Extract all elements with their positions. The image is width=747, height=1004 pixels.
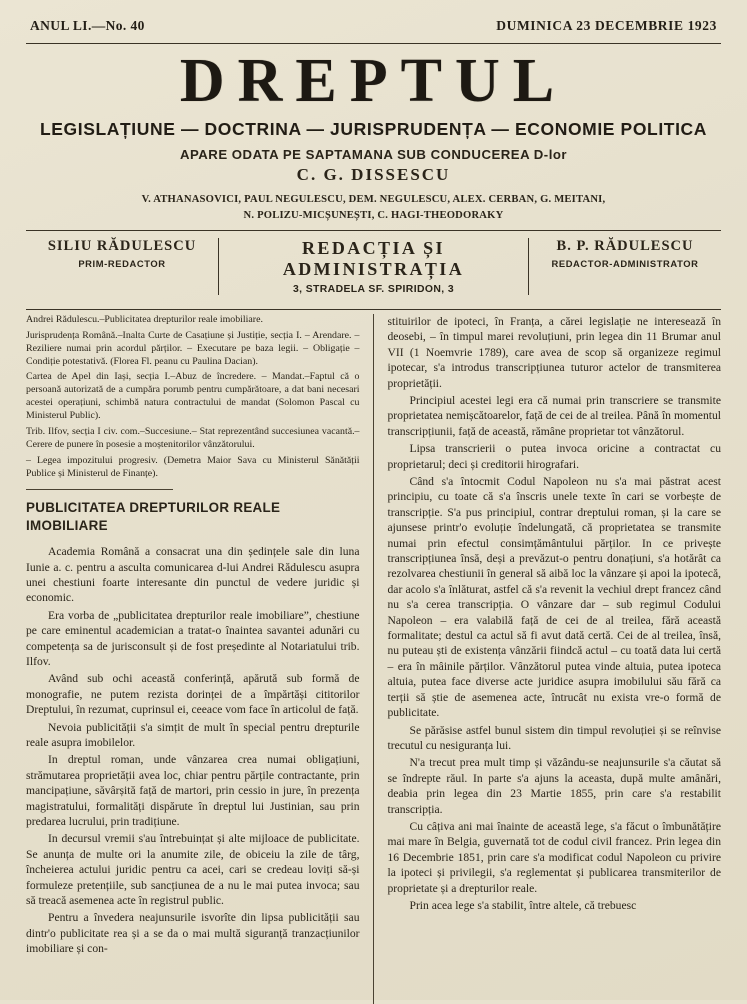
toc-item: Trib. Ilfov, secția I civ. com.–Succesiune.– Stat reprezentând succesiunea vacantă.– Cerere de punere în posesie a moștenitorilor vânzătorului.: [26, 425, 360, 450]
toc-item: Cartea de Apel din Iași, secția I.–Abuz de încredere. – Mandat.–Faptul că o persoană autorizată de a cumpăra porumb pentru cumpărătoare, a dat bani necesari acestei operațiuni, schimbă natura contractului de mandat (Solomon Pascal cu Ministerul Public).: [26, 371, 360, 422]
redaction-block: [218, 238, 529, 295]
prim-redactor-name: SILIU RĂDULESCU: [47, 237, 197, 254]
toc-item: – Legea impozitului progresiv. (Demetra Maior Sava cu Ministerul Sănătății Publice și Ministerul de Finanțe).: [26, 454, 360, 479]
editorial-bar-divider: [26, 309, 721, 310]
redaction-title: REDACȚIA ȘI ADMINISTRAȚIA: [282, 237, 465, 279]
article-paragraph: Cu câțiva ani mai înainte de această lege, s'a făcut o îmbunătățire mai mare în Belgia, guvernată tot de codul civil francez. Prin legea din 16 Decembrie 1851, prin care s'a modificat codul Napoleon cu privire la ipoteci și privilegii, s'a reglementat și publicarea transmiterilor de proprietate și a drepturilor reale.: [387, 819, 721, 895]
article-paragraph-continued: stituirilor de ipoteci, în Franța, a cărei legislație ne interesează în deosebi, – în timpul marei revoluțiuni, prin legea din 11 Brumar anul VII (1 Noemvrie 1789), care avea de scop să organizeze regimul ipotecar, s'a introdus transcripțiunea tuturor actelor de transmiterea proprietății.: [387, 314, 721, 390]
body-columns: [26, 314, 721, 1004]
prim-redactor-block: [26, 238, 218, 295]
article-paragraph: Prin acea lege s'a stabilit, între altele, că trebuesc: [409, 898, 637, 912]
administrator-role: REDACTOR-ADMINISTRATOR: [551, 257, 699, 269]
toc-item: Jurisprudența Română.–Inalta Curte de Casațiune și Justiție, secția I. – Arendare. – Reziliere numai prin acordul părților. – Executare pe baza legii. – Obligație – Condiție potestativă. (Florea Fl. peanu cu Paulina Dacian).: [26, 329, 360, 367]
article-paragraph: Lipsa transcrierii o putea invoca oricine a contractat cu proprietarul; deci și creditorii hirografari.: [387, 442, 721, 471]
article-paragraph: Nevoia publicității s'a simțit de mult în special pentru drepturile reale asupra imobilelor.: [26, 720, 360, 749]
article-paragraph: N'a trecut prea mult timp și văzându-se neajunsurile s'a căutat să se îndrepte răul. In parte s'a ajuns la aceasta, după multe amânări, deabia prin legea din 23 Martie 1855, prin care s'a restabilit transcripția.: [387, 756, 721, 816]
administrator-name: B. P. RĂDULESCU: [556, 237, 694, 254]
table-of-contents: [26, 314, 360, 481]
prim-redactor-role: PRIM-REDACTOR: [78, 257, 166, 269]
left-column: [26, 314, 374, 1004]
top-divider: [26, 43, 721, 44]
issue-date: DUMINICA 23 DECEMBRIE 1923: [496, 18, 717, 33]
administrator-block: [529, 238, 721, 295]
article-paragraph: Având sub ochi această conferință, apărută sub formă de monografie, ne putem rezista dorinței de a împărtăși cititorilor Dreptului, în rezumat, cuprinsul ei, ceeace vom face în articolul de față.: [26, 672, 360, 717]
editors-line-1: V. ATHANASOVICI, PAUL NEGULESCU, DEM. NEGULESCU, ALEX. CERBAN, G. MEITANI,: [141, 194, 606, 206]
redaction-address: 3, STRADELA SF. SPIRIDON, 3: [292, 283, 455, 295]
newspaper-subtitle: LEGISLAȚIUNE — DOCTRINA — JURISPRUDENȚA — ECONOMIE POLITICA: [39, 119, 708, 140]
toc-divider: [26, 489, 173, 490]
issue-number: ANUL LI.—No. 40: [30, 18, 145, 33]
editorial-bar: [26, 231, 721, 302]
right-column: [374, 314, 722, 1004]
article-paragraph: Pentru a învedera neajunsurile isvorîte din lipsa publicității sau dintr'o publicitate rea și a se da o mai multă siguranță tranzacțiunilor imobiliare și con-: [26, 911, 360, 956]
director-name: C. G. DISSESCU: [296, 165, 451, 185]
toc-item: Andrei Rădulescu.–Publicitatea drepturilor reale imobiliare.: [26, 313, 263, 325]
masthead-topline: [26, 18, 721, 36]
article-paragraph: Academia Română a consacrat una din ședințele sale din luna Iunie a. c. pentru a asculta comunicarea d-lui Andrei Rădulescu asupra unei chestiuni foarte interesante din punctul de vedere juridic și economic.: [26, 545, 360, 605]
article-paragraph: Când s'a întocmit Codul Napoleon nu s'a mai păstrat acest principiu, cu toate că s'a înscris unele texte în cari se vorbește de transcripție. S'a pus principiul, contrar dreptului roman, și la care se ajunsese printr'o evoluție îndelungată, că proprietatea se transmite numai prin efectul consimțământului părților. In ce privește transcripțiunea însă, deși a prevăzut-o pentru donațiuni, s'a hotărât ca rezolvarea chestiunii în general să aibă loc la vânzare și apoi la ipotecă, dar acolo s'a înlăturat, astfel că s'a revenit la vechiul drept francez când nu s'a cerea transcripția. O vânzare dar – sub regimul Codului Napoleon – era valabilă față de cei de al treilea, fără această formalitate; destul ca actul să fi avut dată certă. Cei de al treilea, însă, nu puteau ști de existența vânzării fiindcă actul – cu toată data lui certă – era în mâinile părților. Vânzătorul putea vinde altuia, putea ipoteca altuia, putea face diverse acte juridice asupra imobilului său fără ca terții să știe de asemenea acte, întrucât nu exista vre-o formă de publicitate.: [387, 475, 721, 720]
article-paragraph: In dreptul roman, unde vânzarea crea numai obligațiuni, strămutarea proprietății avea loc, chiar pentru părțile contractante, prin mancipațiune, săvârșită față de martori, prin cessio in jure, în prezența magistratului, formalități dispărute în dreptul lui Justinian, sau prin predarea lucrului, prin tradițiune.: [26, 753, 360, 829]
article-paragraph: Principiul acestei legi era că numai prin transcriere se transmite proprietatea nemișcătoarelor, față de cei de al treilea. Până în momentul transcripțiunii, față de această, rămâne proprietar tot vânzătorul.: [387, 393, 721, 438]
editors-line-2: N. POLIZU-MICȘUNEȘTI, C. HAGI-THEODORAKY: [243, 209, 504, 221]
newspaper-title: DREPTUL: [179, 47, 568, 115]
article-paragraph: Se părăsise astfel bunul sistem din timpul revoluției și se reînvise trecutul cu nesiguranța lui.: [387, 723, 721, 752]
publication-frequency: APARE ODATA PE SAPTAMANA SUB CONDUCEREA D-lor: [179, 147, 568, 163]
article-paragraph: In decursul vremii s'au întrebuințat și alte mijloace de publicitate. Se anunța de multe ori la anumite zile, de obiceiu la zile de târg, încheierea actului juridic pentru ca acei, cari se credeau loviți să-și formuleze pretențiile, sub sancțiunea de a nu le mai putea invoca; sau să treacă asemenea acte în registrul public.: [26, 832, 360, 908]
article-title: PUBLICITATEA DREPTURILOR REALE IMOBILIARE: [26, 500, 281, 534]
article-paragraph: Era vorba de „publicitatea drepturilor reale imobiliare”, chestiune pe care eminentul academician a tratat-o înaintea savantei adunări cu competența sa de jurisconsult și de fost președinte al Notariatului trib. Ilfov.: [26, 608, 360, 668]
